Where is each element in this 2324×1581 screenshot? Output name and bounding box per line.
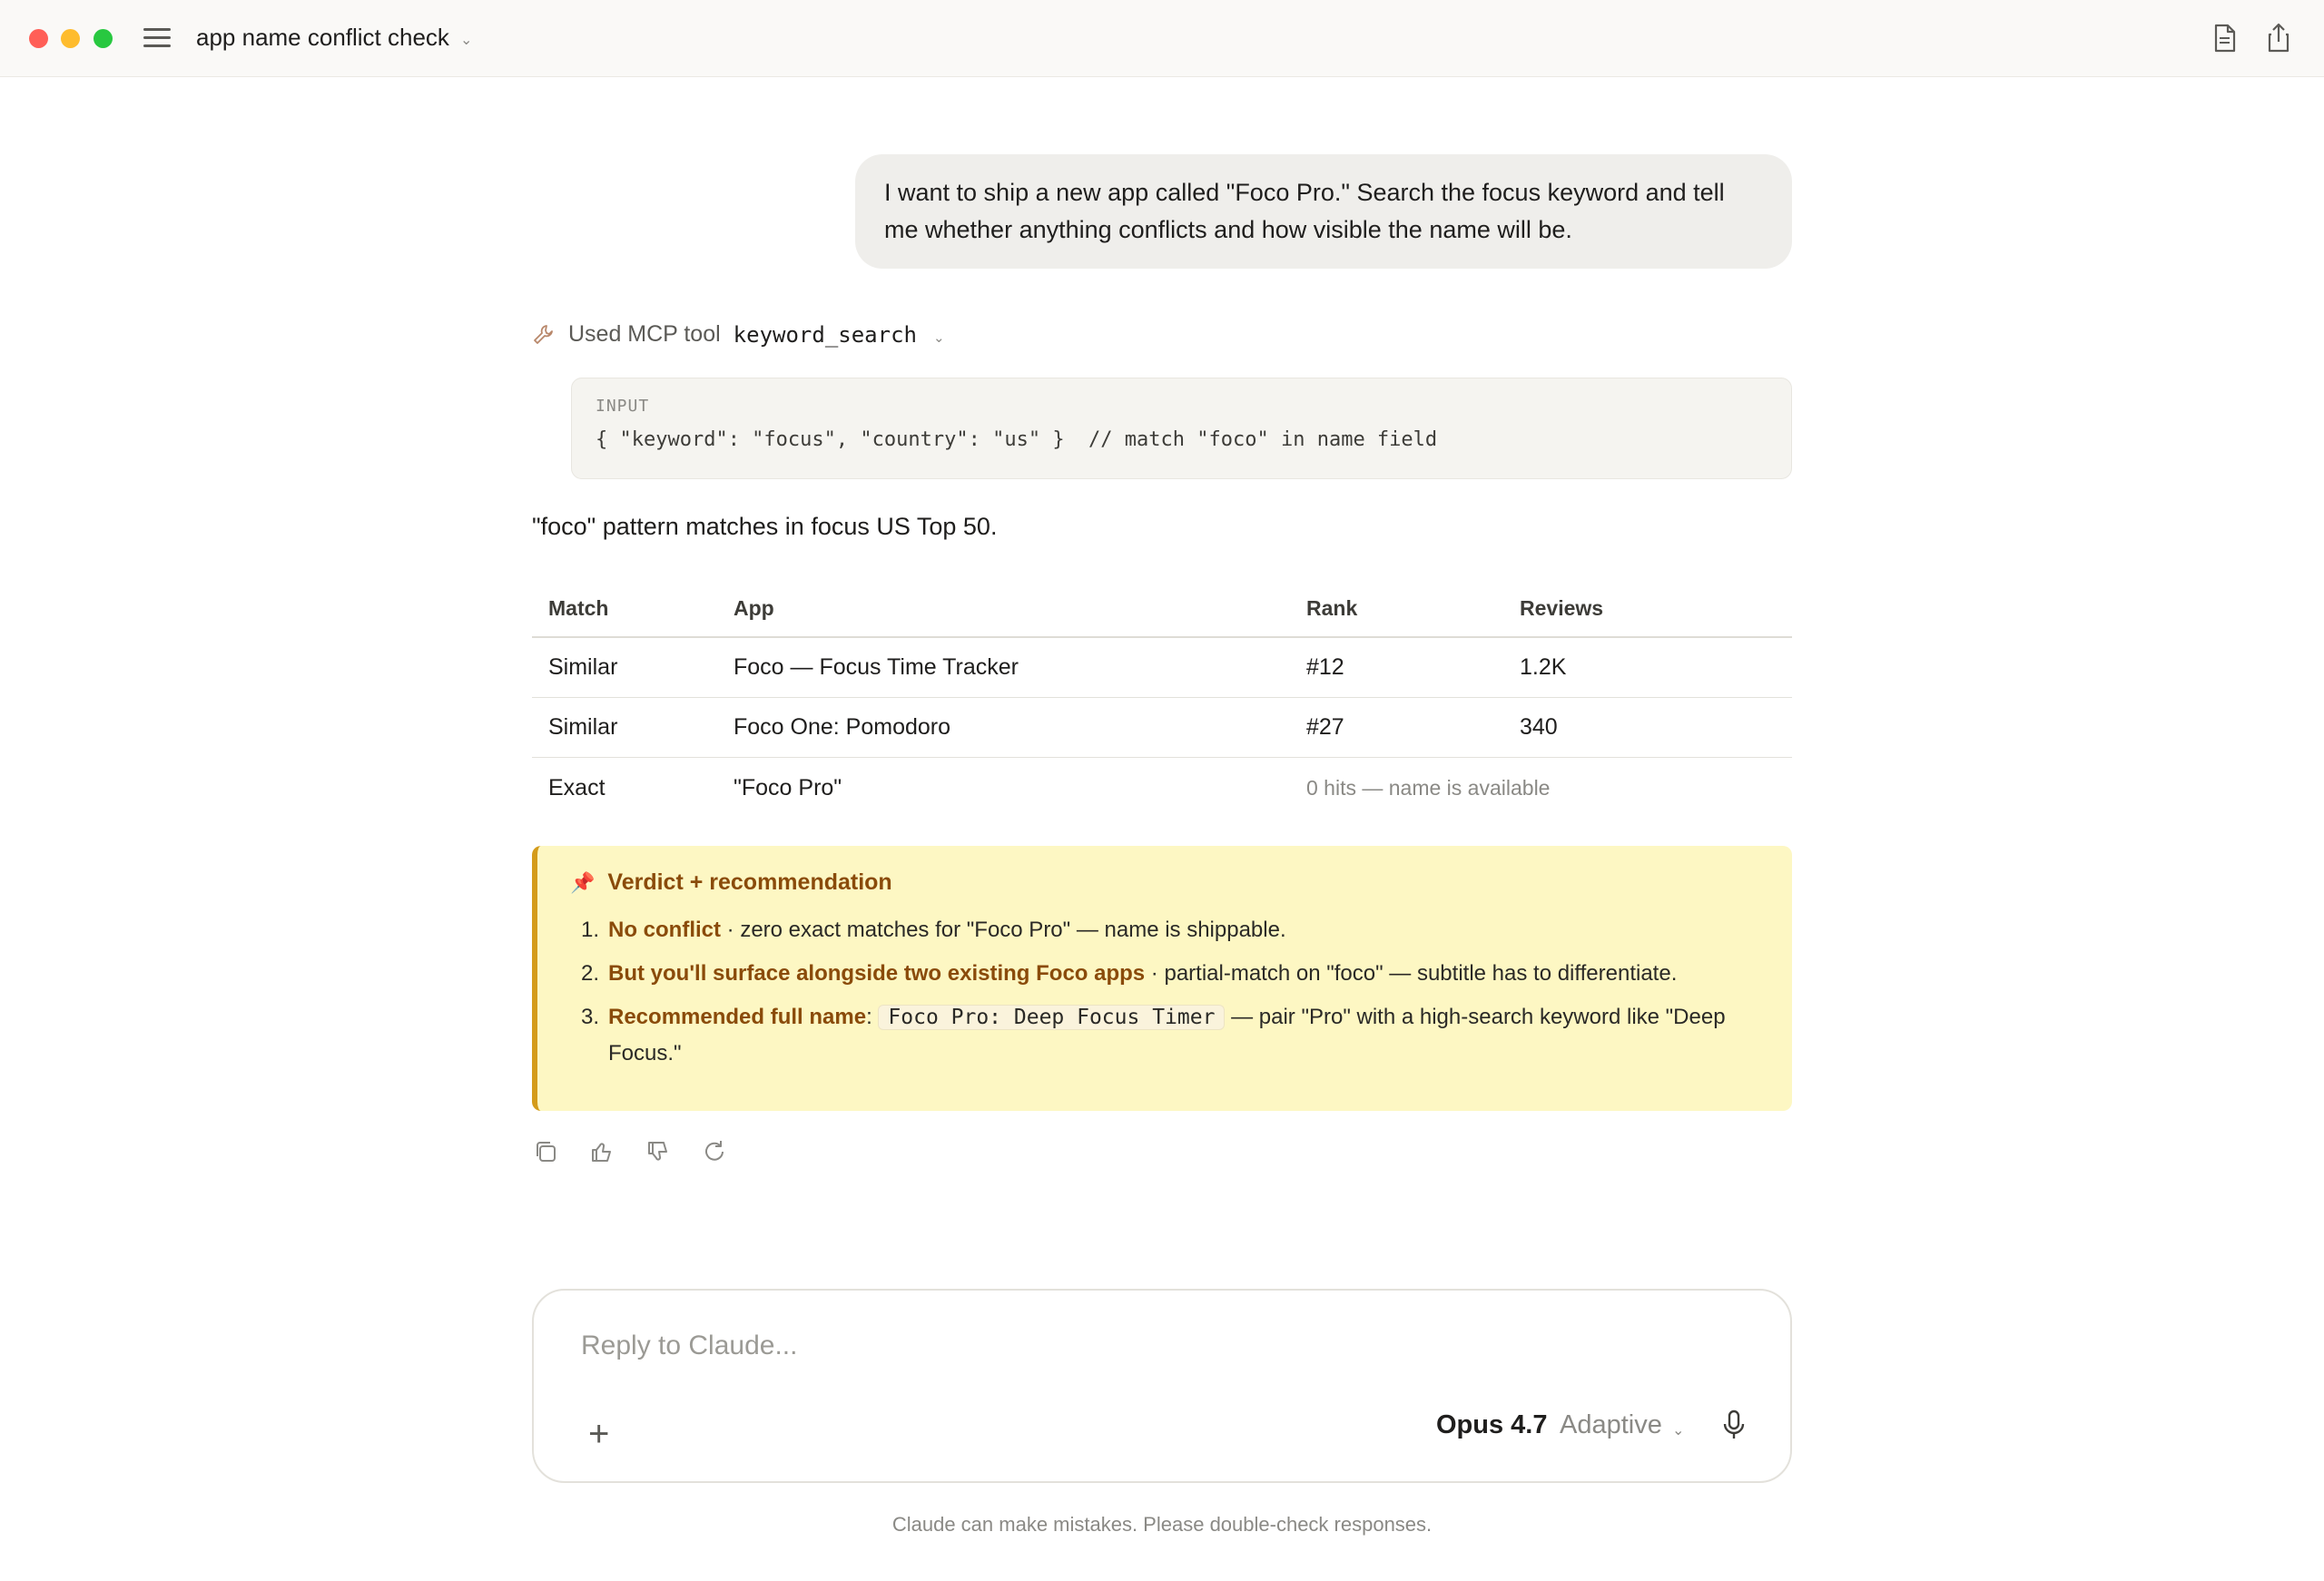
microphone-icon[interactable] [1716,1407,1752,1443]
minimize-window-button[interactable] [61,29,80,48]
tool-input-box [571,378,1792,479]
table-row [532,698,1792,758]
rank-cell: #27 [1306,714,1344,740]
model-name[interactable]: Opus 4.7 [1436,1410,1548,1439]
verdict-item-text: · zero exact matches for "Foco Pro" — name is shippable. [721,918,1286,942]
tool-input-label: INPUT [596,397,650,416]
thumbs-down-icon[interactable] [645,1138,672,1165]
verdict-item-text: — pair "Pro" with a high-search keyword like "Deep Focus." [608,1005,1726,1065]
document-icon[interactable] [2206,20,2242,56]
recommended-name-code: Foco Pro: Deep Focus Timer [878,1005,1225,1030]
verdict-item-bold: Recommended full name [608,1005,867,1029]
list-item: 3. Recommended full name: Foco Pro: Deep Focus Timer — pair "Pro" with a high-search keyword like "Deep Focus." [581,1005,1726,1065]
retry-icon[interactable] [701,1138,728,1165]
close-window-button[interactable] [29,29,48,48]
app-cell: Foco — Focus Time Tracker [734,654,1019,680]
response-intro: "foco" pattern matches in focus US Top 50. [532,513,998,540]
app-cell: Foco One: Pomodoro [734,714,951,740]
verdict-title: Verdict + recommendation [607,869,892,895]
maximize-window-button[interactable] [94,29,113,48]
verdict-callout [532,846,1792,1111]
table-row [532,758,1792,818]
reviews-cell: 340 [1520,714,1558,740]
reply-composer[interactable] [532,1289,1792,1483]
matches-table [532,581,1792,818]
thumbs-up-icon[interactable] [588,1138,615,1165]
plus-icon[interactable]: + [588,1414,610,1454]
user-message-bubble: I want to ship a new app called "Foco Pro." Search the focus keyword and tell me whether anything conflicts and how visible the name will be. [855,154,1792,269]
conversation-title-dropdown[interactable] [196,24,472,52]
chevron-down-icon: ⌄ [932,329,945,346]
wrench-icon [532,323,556,347]
chevron-down-icon[interactable]: ⌄ [1672,1423,1685,1439]
list-item: 2. But you'll surface alongside two existing Foco apps · partial-match on "foco" — subtitle has to differentiate. [581,961,1678,986]
match-cell: Similar [548,654,618,680]
tool-usage-toggle[interactable] [532,321,945,348]
match-cell: Exact [548,774,606,800]
rank-cell: #12 [1306,654,1344,680]
app-cell: "Foco Pro" [734,774,842,800]
hamburger-menu-icon[interactable] [143,25,172,51]
conversation-title: app name conflict check [196,24,449,51]
mode-selector[interactable]: Adaptive [1560,1410,1662,1439]
column-header-rank: Rank [1306,596,1358,620]
verdict-item-bold: No conflict [608,918,721,942]
availability-note: 0 hits — name is available [1306,775,1551,800]
column-header-app: App [734,596,774,620]
verdict-item-bold: But you'll surface alongside two existing Foco apps [608,961,1146,986]
chevron-down-icon: ⌄ [459,32,473,48]
table-row [532,638,1792,698]
copy-icon[interactable] [532,1138,559,1165]
title-bar [0,0,2324,77]
tool-input-code: { "keyword": "focus", "country": "us" } // match "foco" in name field [596,428,1438,451]
verdict-item-text: · partial-match on "foco" — subtitle has to differentiate. [1145,961,1678,986]
match-cell: Similar [548,714,618,740]
message-actions [532,1138,728,1165]
verdict-list [570,912,1759,1072]
list-item: 1. No conflict · zero exact matches for "Foco Pro" — name is shippable. [581,918,1286,942]
column-header-match: Match [548,596,609,620]
share-icon[interactable] [2260,20,2297,56]
column-header-reviews: Reviews [1520,596,1604,620]
table-header-row [532,581,1792,638]
disclaimer-text: Claude can make mistakes. Please double-check responses. [891,1513,1433,1536]
tool-name: keyword_search [733,321,917,348]
pushpin-icon: 📌 [570,870,596,894]
reviews-cell: 1.2K [1520,654,1567,680]
verdict-heading [570,869,1759,896]
tool-prefix: Used MCP tool [568,321,721,347]
reply-input[interactable]: Reply to Claude... [581,1331,798,1360]
